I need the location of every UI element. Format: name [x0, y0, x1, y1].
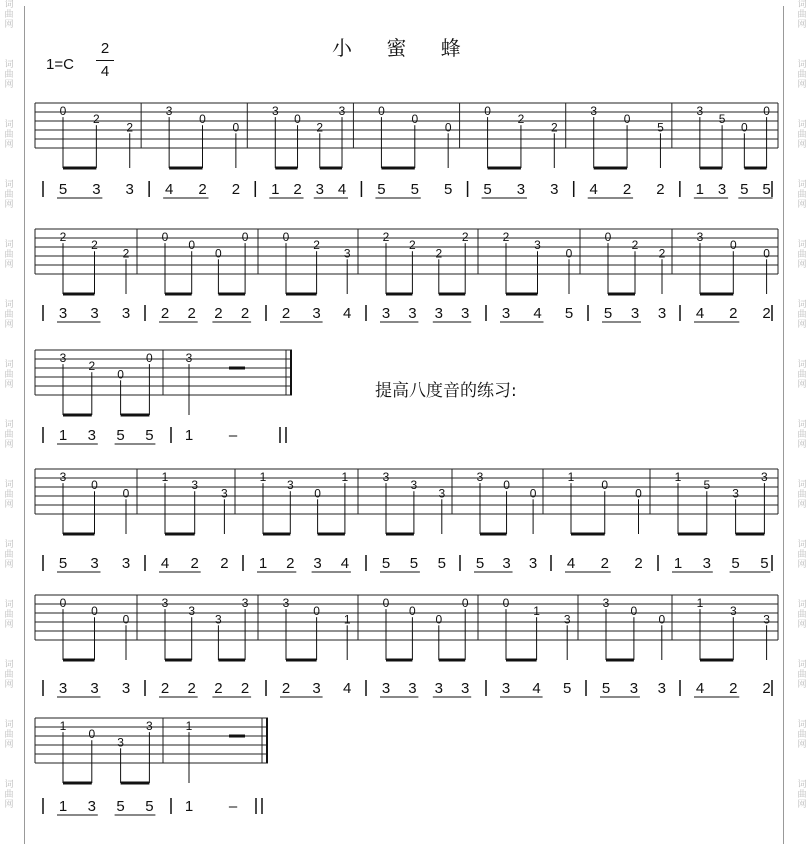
- jianpu-note: 3: [461, 680, 470, 697]
- jianpu-note: 2: [187, 680, 196, 697]
- tab-fret-number: 1: [161, 470, 169, 485]
- watermark-text: 词 曲 网: [4, 420, 14, 450]
- tab-fret-number: 0: [294, 112, 301, 127]
- jianpu-note: 1: [258, 555, 268, 572]
- jianpu-note: 3: [408, 305, 417, 322]
- tab-fret-number: 3: [271, 104, 279, 119]
- jianpu-note: 3: [90, 680, 99, 697]
- jianpu-note: 5: [381, 555, 391, 572]
- section-heading: 提高八度音的练习:: [375, 381, 517, 401]
- tab-fret-number: 0: [146, 351, 153, 366]
- jianpu-note: 4: [566, 555, 576, 572]
- tab-fret-number: 0: [382, 596, 390, 611]
- tab-fret-number: 3: [729, 604, 737, 619]
- tab-fret-number: 2: [91, 238, 98, 253]
- tab-fret-number: 2: [93, 112, 100, 127]
- watermark-text: 词 曲 网: [797, 600, 807, 630]
- tab-fret-number: 3: [59, 351, 67, 366]
- jianpu-note: 3: [630, 305, 640, 322]
- jianpu-note: –: [228, 798, 238, 815]
- tab-fret-number: 0: [59, 596, 67, 611]
- tab-fret-number: 2: [461, 230, 469, 245]
- tab-fret-number: 1: [533, 604, 540, 619]
- jianpu-note: 5: [443, 181, 453, 198]
- tab-fret-number: 3: [732, 486, 739, 501]
- jianpu-note: 3: [501, 680, 511, 697]
- watermark-text: 词 曲 网: [797, 0, 807, 30]
- jianpu-note: 3: [528, 555, 538, 572]
- watermark-text: 词 曲 网: [4, 180, 14, 210]
- jianpu-note: 2: [600, 555, 609, 572]
- jianpu-note: 3: [461, 305, 470, 322]
- watermark-text: 词 曲 网: [4, 540, 14, 570]
- jianpu-note: 5: [58, 555, 68, 572]
- tab-fret-number: 3: [286, 478, 294, 493]
- jianpu-note: 2: [198, 181, 207, 198]
- jianpu-note: 2: [240, 305, 250, 322]
- tab-fret-number: 0: [232, 120, 240, 135]
- jianpu-note: 2: [214, 305, 223, 322]
- jianpu-note: 5: [483, 181, 492, 198]
- tab-fret-number: 2: [88, 359, 96, 374]
- tab-fret-number: 1: [567, 470, 575, 485]
- watermark-text: 词 曲 网: [4, 600, 14, 630]
- tab-fret-number: 2: [122, 246, 130, 261]
- jianpu-note: 2: [762, 305, 771, 322]
- jianpu-note: 4: [695, 680, 705, 697]
- tab-fret-number: 0: [763, 104, 770, 119]
- jianpu-note: 4: [160, 555, 170, 572]
- jianpu-note: 3: [717, 181, 727, 198]
- watermark-text: 词 曲 网: [4, 240, 14, 270]
- tab-fret-number: 5: [657, 120, 664, 135]
- tab-fret-number: 1: [59, 719, 67, 734]
- tab-fret-number: 1: [341, 470, 349, 485]
- watermark-text: 词 曲 网: [797, 720, 807, 750]
- jianpu-note: 5: [409, 555, 419, 572]
- jianpu-note: 2: [220, 555, 229, 572]
- tab-fret-number: 0: [444, 120, 452, 135]
- jianpu-note: 1: [184, 798, 194, 815]
- tab-fret-number: 3: [602, 596, 610, 611]
- tab-fret-number: 0: [763, 246, 770, 261]
- watermark-text: 词 曲 网: [797, 540, 807, 570]
- tab-fret-number: 0: [378, 104, 385, 119]
- tab-fret-number: 0: [241, 230, 249, 245]
- jianpu-note: 3: [657, 680, 666, 697]
- tab-fret-number: 0: [117, 367, 124, 382]
- jianpu-note: 3: [90, 305, 99, 322]
- jianpu-note: 5: [603, 305, 613, 322]
- time-signature-top: 2: [100, 40, 110, 57]
- tab-fret-number: 3: [117, 735, 124, 750]
- jianpu-note: 3: [125, 181, 134, 198]
- jianpu-note: 3: [121, 305, 131, 322]
- jianpu-note: 2: [622, 181, 632, 198]
- tab-fret-number: 3: [761, 470, 768, 485]
- jianpu-note: 4: [695, 305, 705, 322]
- tab-fret-number: 0: [604, 230, 612, 245]
- tab-fret-number: 0: [314, 486, 321, 501]
- tab-fret-number: 0: [122, 612, 130, 627]
- tab-fret-number: 3: [282, 596, 290, 611]
- watermark-text: 词 曲 网: [797, 300, 807, 330]
- jianpu-note: 1: [184, 427, 194, 444]
- jianpu-note: 3: [92, 181, 101, 198]
- jianpu-note: 3: [381, 305, 391, 322]
- tab-fret-number: 0: [565, 246, 573, 261]
- tab-fret-number: 2: [382, 230, 390, 245]
- jianpu-note: 5: [563, 680, 572, 697]
- tab-fret-number: 0: [91, 478, 98, 493]
- tab-fret-number: 3: [534, 238, 541, 253]
- tab-fret-number: 0: [59, 104, 67, 119]
- watermark-text: 词 曲 网: [4, 480, 14, 510]
- jianpu-note: 4: [343, 305, 352, 322]
- jianpu-note: 5: [58, 181, 68, 198]
- jianpu-note: 1: [271, 181, 280, 198]
- tab-fret-number: 1: [674, 470, 682, 485]
- tab-fret-number: 2: [435, 246, 443, 261]
- watermark-text: 词 曲 网: [4, 120, 14, 150]
- tab-fret-number: 0: [529, 486, 537, 501]
- tab-fret-number: 0: [188, 238, 196, 253]
- watermark-text: 词 曲 网: [797, 240, 807, 270]
- tab-fret-number: 3: [696, 230, 704, 245]
- jianpu-note: 1: [673, 555, 683, 572]
- tab-fret-number: 2: [550, 120, 558, 135]
- jianpu-note: 1: [58, 798, 68, 815]
- jianpu-note: 2: [190, 555, 199, 572]
- watermark-text: 词 曲 网: [4, 0, 14, 30]
- jianpu-note: 5: [377, 181, 386, 198]
- jianpu-note: 3: [58, 680, 68, 697]
- tab-fret-number: 3: [338, 104, 346, 119]
- tab-fret-number: 5: [703, 478, 711, 493]
- watermark-text: 词 曲 网: [4, 720, 14, 750]
- watermark-text: 词 曲 网: [4, 360, 14, 390]
- tab-fret-number: 2: [658, 246, 666, 261]
- tab-fret-number: 3: [165, 104, 173, 119]
- tab-fret-number: 2: [59, 230, 67, 245]
- tab-fret-number: 1: [696, 596, 704, 611]
- tab-fret-number: 0: [630, 604, 638, 619]
- watermark-text: 词 曲 网: [797, 780, 807, 810]
- jianpu-note: 2: [729, 305, 738, 322]
- tab-fret-number: 3: [763, 612, 770, 627]
- tab-fret-number: 0: [411, 112, 419, 127]
- jianpu-note: 5: [116, 798, 125, 815]
- tab-fret-number: 0: [623, 112, 631, 127]
- tab-fret-number: 0: [601, 478, 609, 493]
- tab-fret-number: 3: [696, 104, 704, 119]
- jianpu-note: 2: [281, 680, 291, 697]
- tab-fret-number: 0: [282, 230, 290, 245]
- jianpu-note: 3: [90, 555, 99, 572]
- jianpu-note: 3: [121, 680, 131, 697]
- jianpu-note: 3: [313, 555, 322, 572]
- tab-fret-number: 3: [410, 478, 418, 493]
- jianpu-note: 4: [164, 181, 174, 198]
- tab-fret-number: 2: [502, 230, 510, 245]
- jianpu-note: 3: [87, 798, 96, 815]
- watermark-text: 词 曲 网: [797, 420, 807, 450]
- watermark-text: 词 曲 网: [797, 60, 807, 90]
- jianpu-note: 1: [58, 427, 68, 444]
- watermark-text: 词 曲 网: [4, 60, 14, 90]
- tab-fret-number: 0: [484, 104, 491, 119]
- jianpu-note: 3: [702, 555, 711, 572]
- key-signature: 1=C: [46, 56, 74, 73]
- tab-fret-number: 3: [563, 612, 571, 627]
- tab-fret-number: 3: [241, 596, 249, 611]
- jianpu-note: 2: [281, 305, 291, 322]
- jianpu-note: –: [228, 427, 238, 444]
- tab-fret-number: 3: [476, 470, 484, 485]
- jianpu-note: 5: [601, 680, 611, 697]
- jianpu-note: 5: [760, 555, 769, 572]
- jianpu-note: 4: [532, 680, 541, 697]
- tab-fret-number: 0: [199, 112, 206, 127]
- tab-fret-number: 2: [313, 238, 320, 253]
- jianpu-note: 2: [729, 680, 738, 697]
- jianpu-note: 1: [695, 181, 705, 198]
- tab-fret-number: 1: [185, 719, 193, 734]
- watermark-text: 词 曲 网: [797, 120, 807, 150]
- tab-fret-number: 3: [188, 604, 196, 619]
- jianpu-note: 4: [343, 680, 352, 697]
- jianpu-note: 5: [564, 305, 574, 322]
- jianpu-note: 3: [312, 680, 321, 697]
- jianpu-note: 2: [286, 555, 295, 572]
- jianpu-note: 3: [121, 555, 131, 572]
- tab-fret-number: 3: [221, 486, 228, 501]
- jianpu-note: 3: [434, 680, 443, 697]
- tab-fret-number: 0: [658, 612, 666, 627]
- watermark-text: 词 曲 网: [797, 660, 807, 690]
- jianpu-note: 5: [437, 555, 446, 572]
- tab-fret-number: 3: [185, 351, 193, 366]
- tab-fret-number: 3: [161, 596, 169, 611]
- jianpu-note: 2: [293, 181, 302, 198]
- jianpu-note: 2: [762, 680, 771, 697]
- watermark-text: 词 曲 网: [797, 180, 807, 210]
- tab-fret-number: 3: [146, 719, 153, 734]
- watermark-text: 词 曲 网: [797, 480, 807, 510]
- tab-fret-number: 3: [590, 104, 598, 119]
- tab-fret-number: 2: [631, 238, 639, 253]
- jianpu-note: 5: [762, 181, 771, 198]
- tab-fret-number: 3: [191, 478, 199, 493]
- jianpu-note: 3: [550, 181, 559, 198]
- jianpu-note: 5: [145, 798, 154, 815]
- tab-fret-number: 1: [343, 612, 351, 627]
- tab-fret-number: 0: [435, 612, 443, 627]
- tab-fret-number: 3: [215, 612, 222, 627]
- tab-fret-number: 0: [122, 486, 130, 501]
- watermark-text: 词 曲 网: [797, 360, 807, 390]
- tab-fret-number: 1: [259, 470, 267, 485]
- jianpu-note: 3: [312, 305, 321, 322]
- tab-fret-number: 2: [316, 120, 324, 135]
- jianpu-note: 5: [145, 427, 154, 444]
- jianpu-note: 2: [634, 555, 643, 572]
- jianpu-note: 2: [160, 680, 170, 697]
- time-signature-bottom: 4: [96, 60, 114, 80]
- tab-fret-number: 2: [126, 120, 134, 135]
- jianpu-note: 5: [116, 427, 125, 444]
- tab-fret-number: 0: [740, 120, 748, 135]
- jianpu-note: 4: [337, 181, 347, 198]
- jianpu-note: 2: [231, 181, 241, 198]
- tab-fret-number: 3: [343, 246, 351, 261]
- jianpu-note: 2: [656, 181, 665, 198]
- jianpu-note: 5: [410, 181, 419, 198]
- jianpu-note: 3: [58, 305, 68, 322]
- tab-fret-number: 0: [729, 238, 737, 253]
- jianpu-note: 3: [315, 181, 324, 198]
- tab-fret-number: 0: [88, 727, 96, 742]
- tab-fret-number: 2: [517, 112, 525, 127]
- jianpu-note: 2: [214, 680, 223, 697]
- jianpu-note: 2: [240, 680, 250, 697]
- jianpu-note: 3: [657, 305, 667, 322]
- tab-fret-number: 3: [382, 470, 390, 485]
- jianpu-note: 2: [187, 305, 196, 322]
- jianpu-note: 3: [501, 305, 511, 322]
- tab-fret-number: 0: [635, 486, 642, 501]
- tab-fret-number: 3: [438, 486, 446, 501]
- jianpu-note: 3: [434, 305, 443, 322]
- jianpu-note: 3: [381, 680, 391, 697]
- tab-fret-number: 0: [461, 596, 469, 611]
- watermark-text: 词 曲 网: [4, 780, 14, 810]
- tab-fret-number: 5: [718, 112, 726, 127]
- jianpu-note: 5: [731, 555, 740, 572]
- jianpu-note: 4: [340, 555, 350, 572]
- watermark-text: 词 曲 网: [4, 660, 14, 690]
- tab-fret-number: 0: [91, 604, 98, 619]
- jianpu-note: 4: [533, 305, 542, 322]
- tab-fret-number: 0: [503, 478, 510, 493]
- jianpu-note: 3: [87, 427, 96, 444]
- jianpu-note: 5: [740, 181, 749, 198]
- tab-fret-number: 0: [215, 246, 222, 261]
- tab-fret-number: 0: [161, 230, 169, 245]
- jianpu-note: 5: [475, 555, 485, 572]
- jianpu-note: 3: [629, 680, 639, 697]
- tab-fret-number: 2: [409, 238, 416, 253]
- jianpu-note: 3: [502, 555, 511, 572]
- jianpu-note: 3: [408, 680, 417, 697]
- jianpu-note: 4: [589, 181, 598, 198]
- tab-fret-number: 0: [502, 596, 510, 611]
- tab-fret-number: 0: [313, 604, 320, 619]
- tab-fret-number: 3: [59, 470, 67, 485]
- song-title: 小 蜜 蜂: [332, 36, 475, 60]
- jianpu-note: 2: [160, 305, 170, 322]
- tab-fret-number: 0: [409, 604, 416, 619]
- watermark-text: 词 曲 网: [4, 300, 14, 330]
- jianpu-note: 3: [516, 181, 526, 198]
